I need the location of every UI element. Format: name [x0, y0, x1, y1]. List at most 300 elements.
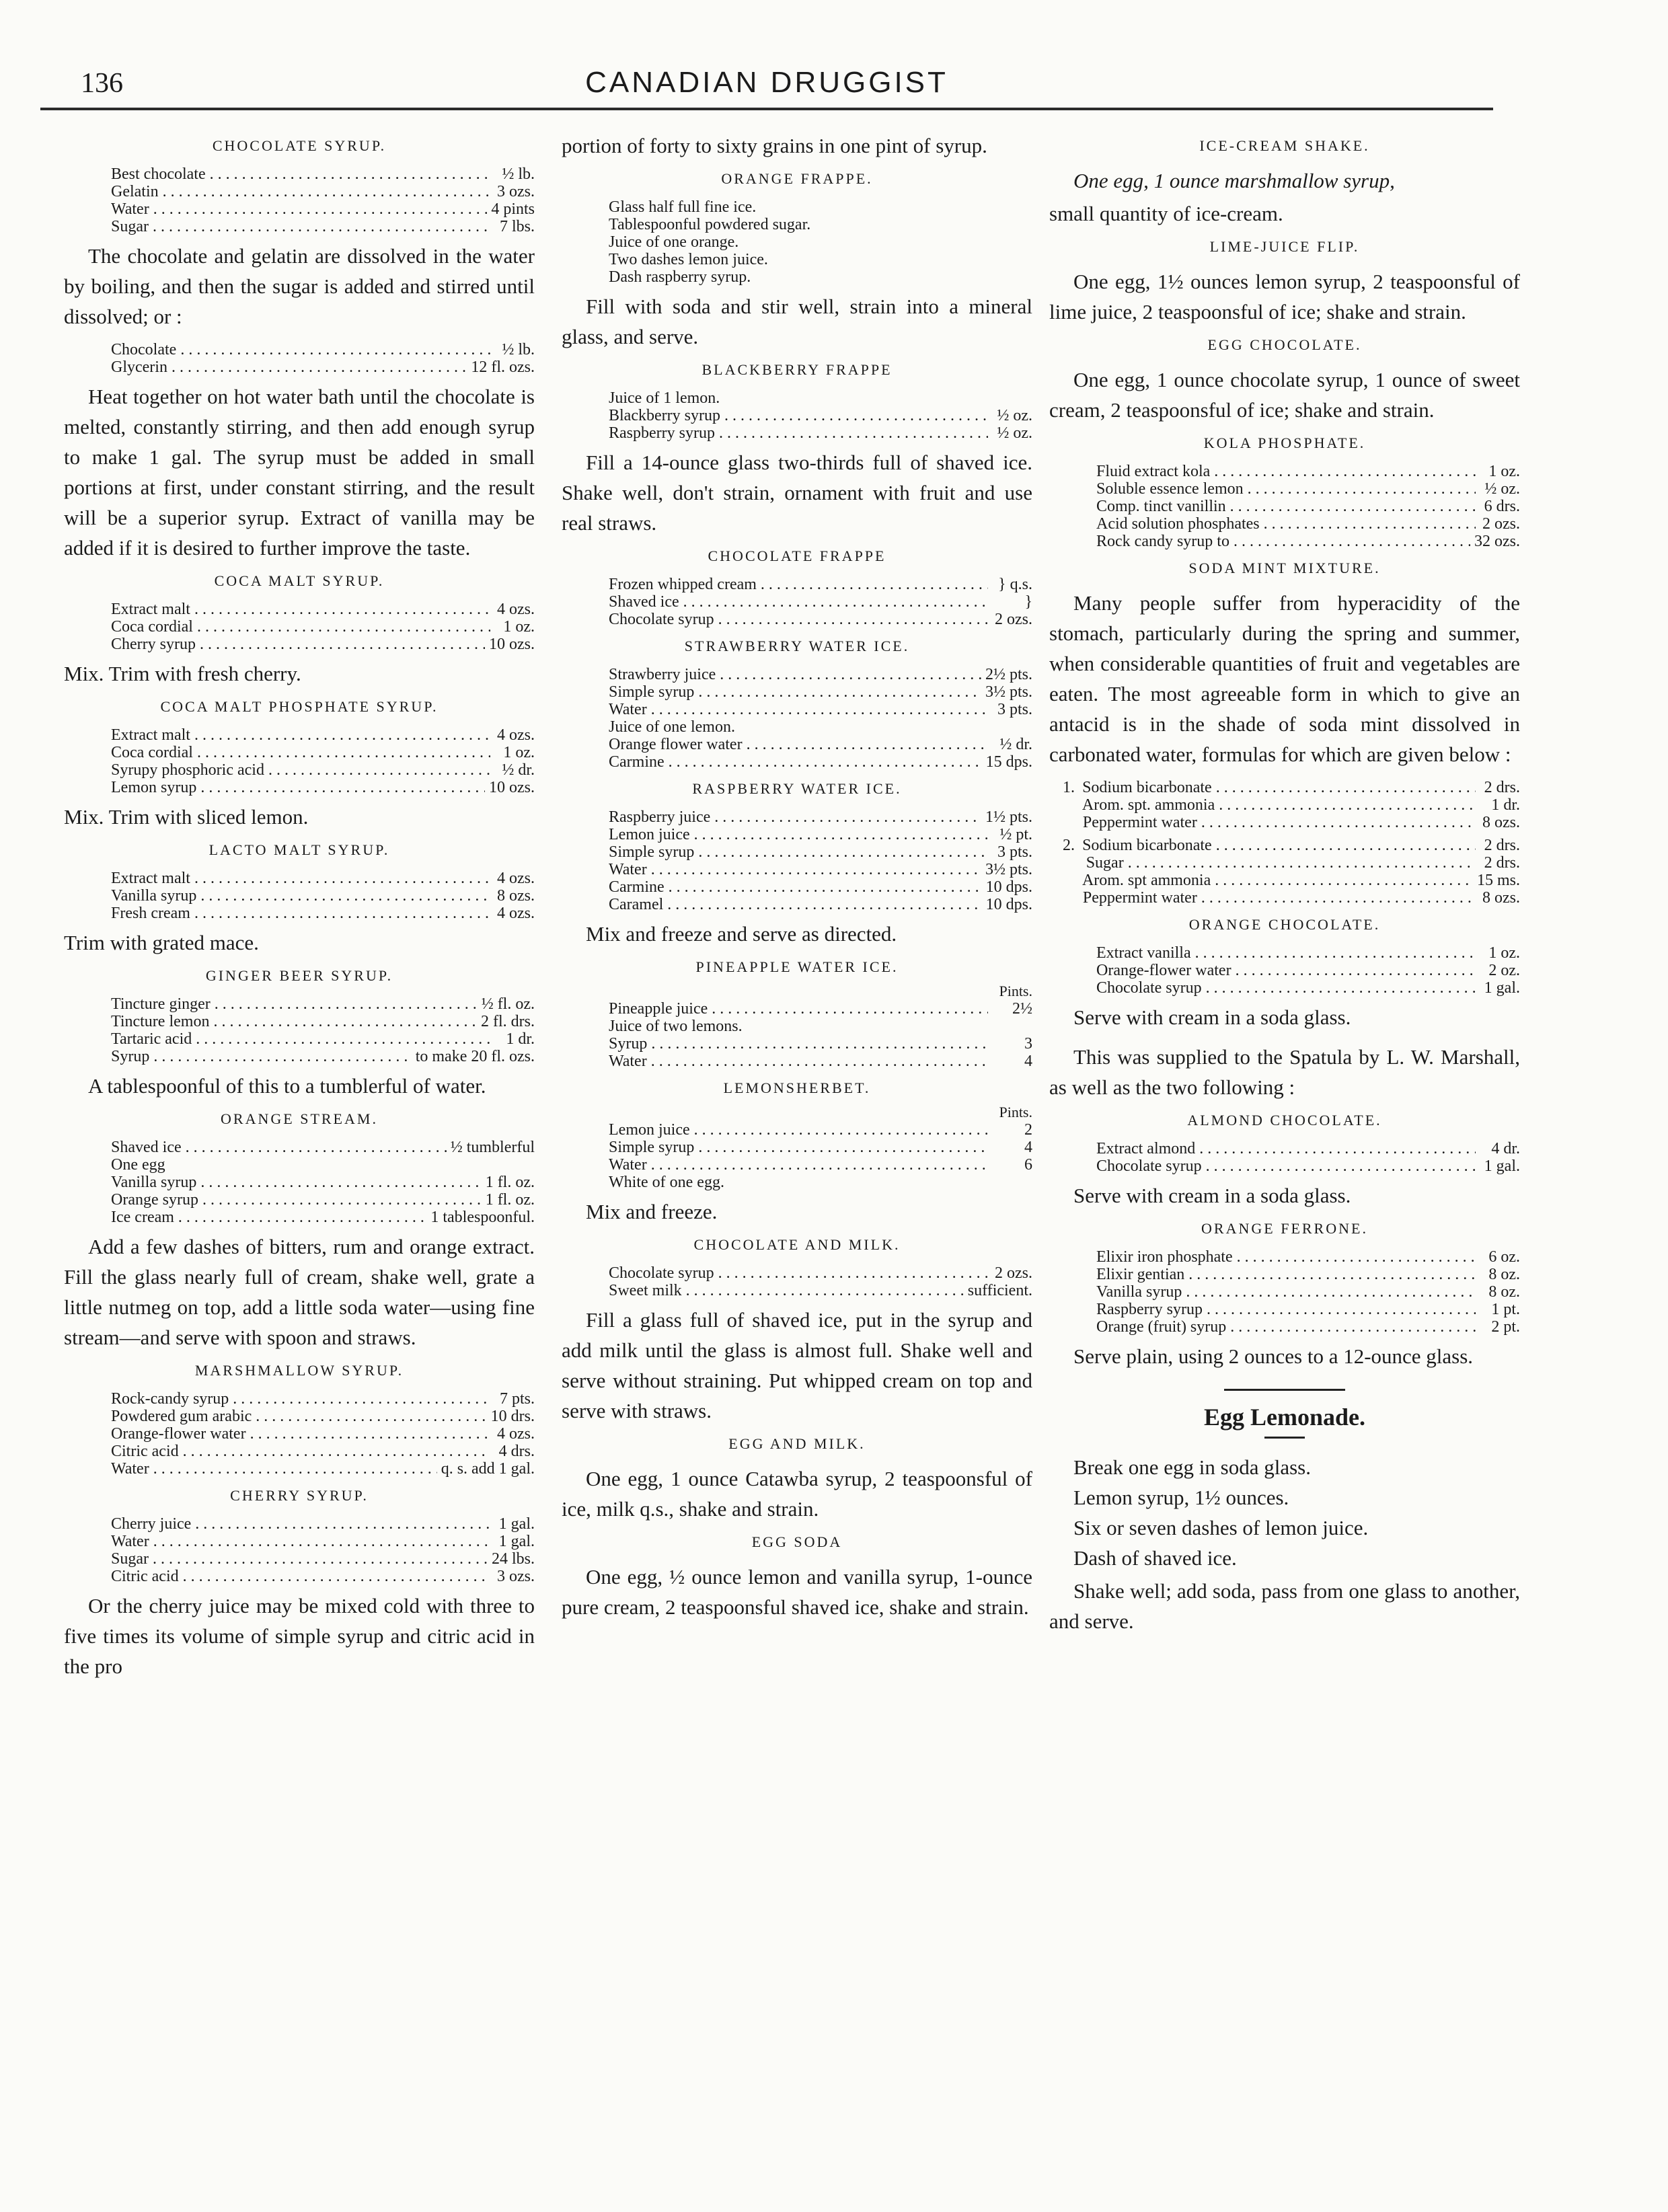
paragraph: Serve plain, using 2 ounces to a 12-ounce glass.	[1073, 1344, 1474, 1368]
paragraph: portion of forty to sixty grains in one pint of syrup.	[562, 134, 987, 157]
ingredient-name: Acid solution phosphates . . .	[1096, 515, 1476, 533]
formula-row	[111, 726, 535, 744]
formula	[111, 1390, 535, 1478]
formula-row	[111, 1174, 535, 1191]
ingredient-amount: 15 ms.	[1476, 872, 1520, 889]
ingredient-amount: ½ lb.	[502, 341, 535, 358]
ingredient-amount: 1 oz.	[1488, 944, 1520, 962]
formula-row	[1096, 962, 1520, 979]
section-title: ORANGE STREAM.	[221, 1110, 378, 1127]
ingredient-amount: 10 ozs.	[489, 779, 535, 796]
ingredient-amount: sufficient.	[967, 1282, 1032, 1299]
section-title: EGG AND MILK.	[728, 1435, 866, 1452]
ingredient-name: Simple syrup . . .	[609, 843, 988, 861]
section-title: CHOCOLATE SYRUP.	[212, 137, 387, 154]
formula-row	[1096, 1283, 1520, 1301]
formula-row	[1063, 837, 1520, 854]
ingredient-amount: 3 ozs.	[497, 1568, 535, 1585]
formula-row	[111, 1048, 535, 1065]
ingredient-name: One egg	[111, 1156, 165, 1174]
formula-row: Glass half full fine ice.	[609, 198, 757, 216]
formula-row	[609, 424, 1032, 442]
paragraph: Fill a 14-ounce glass two-thirds full of shaved ice. Shake well, don't strain, ornament with fruit and use real straws.	[562, 451, 1032, 535]
ingredient-amount: 2 ozs.	[995, 611, 1032, 628]
ingredient-name: Chocolate syrup . . .	[1096, 979, 1476, 997]
ingredient-name: Soluble essence lemon . . .	[1096, 480, 1476, 498]
ingredient-name: Tartaric acid . . .	[111, 1030, 490, 1048]
ingredient-name: Syrup . . .	[609, 1035, 988, 1053]
formula-row	[111, 1515, 535, 1533]
ingredient-name: Orange (fruit) syrup . . .	[1096, 1318, 1476, 1336]
ingredient-name: Powdered gum arabic . . .	[111, 1408, 487, 1425]
ingredient-amount: 3 pts.	[997, 843, 1032, 861]
ingredient-name: Syrupy phosphoric acid . . .	[111, 761, 490, 779]
ingredient-name: Gelatin . . .	[111, 183, 490, 200]
section-title: ORANGE FRAPPE.	[721, 170, 873, 187]
ingredient-amount: 3½ pts.	[985, 861, 1032, 878]
ingredient-name: Rock-candy syrup . . .	[111, 1390, 490, 1408]
ingredient-name: Frozen whipped cream . . .	[609, 576, 988, 593]
ingredient-amount: to make 20 fl. ozs.	[415, 1048, 535, 1065]
formula-row	[111, 995, 535, 1013]
formula-row	[609, 896, 1032, 913]
formula-number	[1063, 854, 1086, 872]
ingredient-amount: 10 dps.	[985, 896, 1032, 913]
ingredient-name: Pineapple juice . . .	[609, 1000, 988, 1018]
ingredient-amount: 3 pts.	[997, 701, 1032, 718]
section-title: SODA MINT MIXTURE.	[1188, 560, 1381, 576]
ingredient-amount: 1 pt.	[1491, 1301, 1520, 1318]
ingredient-name: Citric acid . . .	[111, 1568, 490, 1585]
formula-row	[609, 1282, 1032, 1299]
formula-number	[1063, 796, 1082, 814]
ingredient-name: Simple syrup . . .	[609, 1139, 988, 1156]
formula-row	[1096, 944, 1520, 962]
ingredient-name: Simple syrup . . .	[609, 683, 981, 701]
ingredient-amount: ½ dr.	[502, 761, 535, 779]
ingredient-name: Fluid extract kola . . .	[1096, 463, 1476, 480]
formula-row	[1096, 979, 1520, 997]
section-title: PINEAPPLE WATER ICE.	[695, 958, 899, 975]
ingredient-name: Lemon juice . . .	[609, 1121, 988, 1139]
formula	[1096, 1248, 1520, 1336]
formula	[609, 1000, 1032, 1070]
formula-row	[111, 218, 535, 235]
ingredient-name: Coca cordial . . .	[111, 618, 490, 636]
ingredient-name: Cherry syrup . . .	[111, 636, 485, 653]
section-title: LEMONSHERBET.	[723, 1079, 871, 1096]
ingredient-amount: 7 lbs.	[499, 218, 535, 235]
ingredient-name: Sodium bicarbonate . . .	[1082, 837, 1476, 854]
ingredient-amount: 4	[1024, 1139, 1032, 1156]
ingredient-name: Sweet milk . . .	[609, 1282, 964, 1299]
section-title: ORANGE CHOCOLATE.	[1188, 916, 1381, 933]
section-title: ICE-CREAM SHAKE.	[1199, 137, 1370, 154]
ingredient-amount: 1 gal.	[1484, 979, 1520, 997]
formula-row	[111, 1443, 535, 1460]
ingredient-amount: 2 drs.	[1484, 779, 1520, 796]
ingredient-name: Carmine . . .	[609, 878, 982, 896]
ingredient-name: Lemon syrup . . .	[111, 779, 485, 796]
formula	[111, 341, 535, 376]
formula-row	[111, 341, 535, 358]
formula	[609, 808, 1032, 913]
ingredient-name: Raspberry juice . . .	[609, 808, 981, 826]
ingredient-amount: 3½ pts.	[985, 683, 1032, 701]
formula-number	[1063, 872, 1082, 889]
formula	[1063, 837, 1520, 907]
formula-number: 1.	[1063, 779, 1075, 796]
ingredient-amount: ½ lb.	[502, 165, 535, 183]
formula	[1096, 944, 1520, 997]
paragraph: Fill with soda and stir well, strain into a mineral glass, and serve.	[562, 295, 1032, 348]
ingredient-amount: 4 pints	[491, 200, 535, 218]
ingredient-name: Rock candy syrup to . . .	[1096, 533, 1470, 550]
ingredient-name: Water . . .	[111, 1533, 490, 1550]
formula-row	[1096, 1248, 1520, 1266]
ingredient-amount: 2 pt.	[1491, 1318, 1520, 1336]
formula-row	[111, 1209, 535, 1226]
ingredient-amount: 15 dps.	[985, 753, 1032, 771]
ingredient-name: Comp. tinct vanillin . . .	[1096, 498, 1476, 515]
formula-row	[609, 1000, 1032, 1018]
formula	[111, 995, 535, 1065]
ingredient-amount: 3	[1024, 1035, 1032, 1053]
ingredient-amount: 4 ozs.	[497, 601, 535, 618]
formula-row	[609, 666, 1032, 683]
ingredient-name: Elixir gentian . . .	[1096, 1266, 1476, 1283]
formula-row	[111, 905, 535, 922]
page-number: 136	[81, 68, 123, 99]
formula-row	[609, 1139, 1032, 1156]
ingredient-name: Sodium bicarbonate . . .	[1082, 779, 1476, 796]
formula-row	[111, 870, 535, 887]
formula-row	[609, 878, 1032, 896]
paragraph: One egg, ½ ounce lemon and vanilla syrup, 1-ounce pure cream, 2 teaspoonsful shaved ice, shake and strain.	[562, 1565, 1032, 1619]
ingredient-name: Tincture ginger . . .	[111, 995, 478, 1013]
paragraph: Mix. Trim with fresh cherry.	[64, 662, 301, 685]
ingredient-amount: 2 ozs.	[1482, 515, 1520, 533]
ingredient-name: Extract malt . . .	[111, 601, 490, 618]
formula-row	[609, 1121, 1032, 1139]
formula-row	[609, 1264, 1032, 1282]
ingredient-name: Orange flower water . . .	[609, 736, 988, 753]
ingredient-amount: 4 ozs.	[497, 726, 535, 744]
ingredient-amount: 7 pts.	[499, 1390, 535, 1408]
formula	[609, 1264, 1032, 1299]
paragraph: Or the cherry juice may be mixed cold with three to five times its volume of simple syrup and citric acid in the pro	[64, 1594, 535, 1678]
paragraph: One egg, 1 ounce marshmallow syrup,	[1073, 169, 1395, 192]
column-2	[562, 128, 1032, 1632]
ingredient-amount: 2½	[1012, 1000, 1032, 1018]
formula	[111, 165, 535, 235]
ingredient-name: Juice of 1 lemon.	[609, 389, 720, 407]
section-title: COCA MALT PHOSPHATE SYRUP.	[160, 698, 439, 715]
ingredient-amount: 2 oz.	[1488, 962, 1520, 979]
ingredient-name: Vanilla syrup . . .	[111, 887, 490, 905]
ingredient-name: Syrup . . .	[111, 1048, 412, 1065]
ingredient-name: Peppermint water . . .	[1083, 889, 1476, 907]
formula	[111, 726, 535, 796]
article-heading: Egg Lemonade.	[1203, 1404, 1365, 1431]
formula	[111, 1515, 535, 1585]
paragraph: Trim with grated mace.	[64, 931, 259, 954]
formula-row	[609, 576, 1032, 593]
ingredient-amount: 6	[1024, 1156, 1032, 1174]
ingredient-name: Arom. spt ammonia . . .	[1082, 872, 1473, 889]
formula-row	[609, 1053, 1032, 1070]
paragraph: One egg, 1 ounce chocolate syrup, 1 ounce of sweet cream, 2 teaspoonsful of ice; shake and strain.	[1049, 368, 1520, 422]
ingredient-name: Cherry juice . . .	[111, 1515, 490, 1533]
section-title: LIME-JUICE FLIP.	[1209, 238, 1360, 255]
paragraph: Serve with cream in a soda glass.	[1073, 1184, 1351, 1207]
section-title: CHOCOLATE AND MILK.	[693, 1236, 901, 1253]
formula-number: 2.	[1063, 837, 1075, 854]
formula-row	[111, 601, 535, 618]
ingredient-amount: }	[1024, 593, 1032, 611]
section-title: EGG SODA	[751, 1533, 843, 1550]
formula-row	[1096, 533, 1520, 550]
ingredient-amount: ½ pt.	[999, 826, 1032, 843]
ingredient-amount: 1 dr.	[1491, 796, 1520, 814]
ingredient-name: Raspberry syrup . . .	[1096, 1301, 1476, 1318]
ingredient-amount: 10 ozs.	[489, 636, 535, 653]
ingredient-name: White of one egg.	[609, 1174, 724, 1191]
formula-row	[1096, 480, 1520, 498]
ingredient-amount: 8 ozs.	[1482, 814, 1520, 831]
paragraph-line: Dash of shaved ice.	[1073, 1546, 1237, 1570]
ingredient-amount: 32 ozs.	[1474, 533, 1520, 550]
paragraph: One egg, 1 ounce Catawba syrup, 2 teaspoonsful of ice, milk q.s., shake and strain.	[562, 1467, 1032, 1521]
ingredient-name: Chocolate syrup . . .	[609, 611, 988, 628]
formula-row	[111, 1013, 535, 1030]
ingredient-name: Vanilla syrup . . .	[111, 1174, 482, 1191]
section-title: BLACKBERRY FRAPPE	[702, 361, 893, 378]
ingredient-amount: 4 ozs.	[497, 1425, 535, 1443]
paragraph: Add a few dashes of bitters, rum and orange extract. Fill the glass nearly full of cream, shake well, grate a little nutmeg on top, add a little soda water—using fine stream—and serve with spoon and straws.	[64, 1235, 535, 1349]
formula-row	[609, 389, 1032, 407]
formula-row: Two dashes lemon juice.	[609, 251, 768, 268]
formula-row	[1063, 854, 1520, 872]
ingredient-name: Extract vanilla . . .	[1096, 944, 1476, 962]
formula-row	[609, 861, 1032, 878]
ingredient-amount: q. s. add 1 gal.	[441, 1460, 535, 1478]
ingredient-name: Extract malt . . .	[111, 870, 490, 887]
formula-row	[1063, 889, 1520, 907]
formula-row	[609, 826, 1032, 843]
ingredient-name: Juice of one lemon.	[609, 718, 735, 736]
formula	[1063, 779, 1520, 831]
ingredient-name: Ice cream . . .	[111, 1209, 426, 1226]
paragraph: A tablespoonful of this to a tumblerful of water.	[88, 1074, 486, 1098]
formula-row	[111, 165, 535, 183]
ingredient-amount: 1 oz.	[503, 618, 535, 636]
ingredient-name: Elixir iron phosphate . . .	[1096, 1248, 1476, 1266]
ingredient-name: Arom. spt. ammonia . . .	[1082, 796, 1476, 814]
formula-row	[111, 183, 535, 200]
ingredient-name: Water . . .	[609, 1156, 988, 1174]
ingredient-amount: ½ oz.	[997, 424, 1032, 442]
ingredient-name: Shaved ice . . .	[609, 593, 988, 611]
formula-row	[111, 1425, 535, 1443]
formula-row	[609, 753, 1032, 771]
formula	[609, 389, 1032, 442]
ingredient-amount	[490, 1156, 535, 1174]
paragraph: Shake well; add soda, pass from one glass to another, and serve.	[1049, 1579, 1520, 1633]
paragraph: This was supplied to the Spatula by L. W. Marshall, as well as the two following :	[1049, 1045, 1520, 1099]
section-title: KOLA PHOSPHATE.	[1203, 434, 1366, 451]
ingredient-name: Chocolate . . .	[111, 341, 490, 358]
ingredient-name: Chocolate syrup . . .	[1096, 1157, 1476, 1175]
ingredient-name: Carmine . . .	[609, 753, 982, 771]
formula-row	[609, 611, 1032, 628]
ingredient-amount: 4 drs.	[498, 1443, 535, 1460]
formula-row	[111, 1191, 535, 1209]
paragraph: The chocolate and gelatin are dissolved in the water by boiling, and then the sugar is added and stirred until dissolved; or :	[64, 244, 535, 328]
formula-row: Juice of one orange.	[609, 233, 739, 251]
ingredient-amount: 2 fl. drs.	[481, 1013, 535, 1030]
formula	[1096, 463, 1520, 550]
ingredient-amount: 3 ozs.	[497, 183, 535, 200]
ingredient-amount: 1 gal.	[498, 1515, 535, 1533]
ingredient-amount: 1 oz.	[1488, 463, 1520, 480]
egg-lemonade-lines	[1049, 1452, 1520, 1573]
ingredient-name: Blackberry syrup . . .	[609, 407, 988, 424]
formula	[1096, 1140, 1520, 1175]
ingredient-amount: 10 dps.	[985, 878, 1032, 896]
formula-row	[609, 1174, 1032, 1191]
formula-row	[1063, 796, 1520, 814]
section-title: COCA MALT SYRUP.	[214, 572, 385, 589]
paragraph: Mix and freeze.	[586, 1200, 718, 1223]
ingredient-amount: 4	[1024, 1053, 1032, 1070]
ingredient-amount: 1 gal.	[1484, 1157, 1520, 1175]
formula-row	[609, 1018, 1032, 1035]
ingredient-name: Citric acid . . .	[111, 1443, 490, 1460]
ingredient-amount: 1 fl. oz.	[485, 1191, 535, 1209]
formula-row	[111, 1533, 535, 1550]
ingredient-amount: 1 oz.	[503, 744, 535, 761]
formula-row	[609, 1156, 1032, 1174]
ingredient-name: Orange-flower water . . .	[111, 1425, 490, 1443]
section-title: GINGER BEER SYRUP.	[205, 967, 393, 984]
formula-row	[609, 701, 1032, 718]
ingredient-amount: 2 ozs.	[995, 1264, 1032, 1282]
ingredient-amount: ½ oz.	[1484, 480, 1520, 498]
formula-row	[111, 779, 535, 796]
ingredient-name: Glycerin . . .	[111, 358, 467, 376]
paragraph-line: Six or seven dashes of lemon juice.	[1073, 1516, 1369, 1539]
formula-row	[111, 1568, 535, 1585]
ingredient-name: Juice of two lemons.	[609, 1018, 743, 1035]
ingredient-amount: 2	[1024, 1121, 1032, 1139]
ingredient-amount: 1 fl. oz.	[485, 1174, 535, 1191]
ingredient-amount: 1 gal.	[498, 1533, 535, 1550]
ingredient-name: Water . . .	[111, 1460, 437, 1478]
ingredient-amount	[988, 1018, 1032, 1035]
ingredient-name: Best chocolate . . .	[111, 165, 490, 183]
formula-row	[111, 887, 535, 905]
formula-row	[609, 718, 1032, 736]
ingredient-name: Peppermint water . . .	[1083, 814, 1476, 831]
section-title: EGG CHOCOLATE.	[1207, 336, 1362, 353]
paragraph-line: Break one egg in soda glass.	[1073, 1455, 1311, 1479]
formula	[609, 198, 1032, 286]
ingredient-amount: } q.s.	[998, 576, 1032, 593]
ingredient-name: Extract almond . . .	[1096, 1140, 1476, 1157]
ingredient-name: Lemon juice . . .	[609, 826, 988, 843]
ingredient-name: Water . . .	[609, 861, 981, 878]
header-rule	[40, 108, 1493, 110]
ingredient-amount: 6 drs.	[1484, 498, 1520, 515]
formula-row	[1096, 1318, 1520, 1336]
section-title: CHOCOLATE FRAPPE	[708, 547, 886, 564]
ingredient-amount: ½ oz.	[997, 407, 1032, 424]
formula-row	[1063, 779, 1520, 796]
formula-row	[111, 761, 535, 779]
ingredient-amount: 8 oz.	[1488, 1283, 1520, 1301]
ingredient-name: Sugar . . .	[1086, 854, 1476, 872]
ingredient-amount: 4 ozs.	[497, 905, 535, 922]
section-title: ALMOND CHOCOLATE.	[1187, 1112, 1382, 1129]
ingredient-amount: 8 ozs.	[1482, 889, 1520, 907]
ingredient-name: Chocolate syrup . . .	[609, 1264, 988, 1282]
formula-row	[609, 407, 1032, 424]
formula-row	[111, 1390, 535, 1408]
ingredient-name: Coca cordial . . .	[111, 744, 490, 761]
formula-row	[609, 683, 1032, 701]
ingredient-name: Shaved ice . . .	[111, 1139, 447, 1156]
formula	[111, 601, 535, 653]
paragraph: Mix and freeze and serve as directed.	[586, 922, 897, 946]
ingredient-name: Water . . .	[111, 200, 487, 218]
ingredient-amount: 1 dr.	[506, 1030, 535, 1048]
formula-row	[111, 636, 535, 653]
ingredient-amount: 1½ pts.	[985, 808, 1032, 826]
ingredient-amount: 2 drs.	[1484, 854, 1520, 872]
ingredient-amount	[988, 389, 1032, 407]
formula	[609, 666, 1032, 771]
formula-row	[609, 736, 1032, 753]
running-title: CANADIAN DRUGGIST	[585, 66, 948, 99]
paragraph-line: Lemon syrup, 1½ ounces.	[1073, 1486, 1289, 1509]
formula-row: Tablespoonful powdered sugar.	[609, 216, 811, 233]
formula-row	[1096, 1301, 1520, 1318]
formula-number	[1063, 814, 1083, 831]
formula-row	[111, 1550, 535, 1568]
formula-row	[1096, 463, 1520, 480]
ingredient-amount: 24 lbs.	[491, 1550, 535, 1568]
ingredient-name: Fresh cream . . .	[111, 905, 490, 922]
ingredient-name: Tincture lemon . . .	[111, 1013, 477, 1030]
ingredient-amount: 4 ozs.	[497, 870, 535, 887]
formula-row	[111, 1030, 535, 1048]
paragraph: Heat together on hot water bath until the chocolate is melted, constantly stirring, and then add enough syrup to make 1 gal. The syrup must be added in small portions at first, under constant stirring, and the result will be a superior syrup. Extract of vanilla may be added if it is desired to further improve the taste.	[64, 385, 535, 560]
ingredient-amount: 10 drs.	[490, 1408, 535, 1425]
page-header	[40, 61, 1493, 114]
ingredient-name: Orange-flower water . . .	[1096, 962, 1476, 979]
ingredient-amount: ½ tumblerful	[450, 1139, 535, 1156]
formula-row	[1063, 814, 1520, 831]
ingredient-amount	[988, 1174, 1032, 1191]
ingredient-amount: 8 ozs.	[497, 887, 535, 905]
paragraph: small quantity of ice-cream.	[1049, 202, 1283, 225]
formula-row: Dash raspberry syrup.	[609, 268, 751, 286]
section-divider	[1224, 1389, 1345, 1391]
ingredient-amount: ½ dr.	[999, 736, 1032, 753]
ingredient-name: Orange syrup . . .	[111, 1191, 482, 1209]
section-title: MARSHMALLOW SYRUP.	[194, 1362, 404, 1379]
